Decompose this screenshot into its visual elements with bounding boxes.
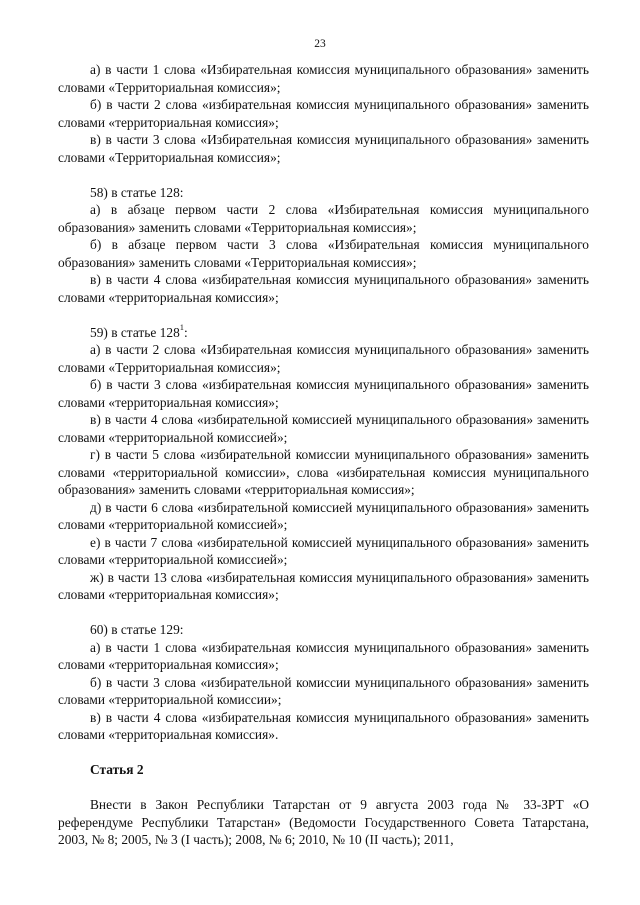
spacer — [58, 744, 589, 762]
article-2-text: Внести в Закон Республики Татарстан от 9 августа 2003 года № 33-ЗРТ «О референдуме Республики Татарстан» (Ведомости Государственного Совета Татарстана, 2003, № 8; 2005, № 3 (I часть); 2008, № 6; 2010, № 10 (II часть); 2011, — [58, 797, 589, 847]
paragraph-59c: в) в части 4 слова «избирательной комиссией муниципального образования» заменить словами «территориальной комиссией»; — [58, 412, 589, 445]
paragraph-60c: в) в части 4 слова «избирательная комиссия муниципального образования» заменить словами «территориальная комиссия». — [58, 709, 589, 742]
item-59-heading-text: 59) в статье 128 — [90, 324, 180, 340]
spacer — [58, 779, 589, 797]
page-number: 23 — [314, 38, 326, 50]
item-59-heading-colon: : — [184, 324, 188, 340]
item-60-heading: 60) в статье 129: — [90, 622, 184, 637]
item-59-heading-superscript: 1 — [179, 322, 185, 333]
article-2-heading: Статья 2 — [90, 762, 144, 777]
spacer — [58, 306, 589, 324]
paragraph-60b: б) в части 3 слова «избирательной комиссии муниципального образования» заменить словами «территориальной комиссии»; — [58, 674, 589, 707]
paragraph-59b: б) в части 3 слова «избирательная комиссия муниципального образования» заменить словами «территориальная комиссия»; — [58, 377, 589, 410]
paragraph-58b: б) в абзаце первом части 3 слова «Избирательная комиссия муниципального образования» заменить словами «Территориальная комиссия»; — [58, 237, 589, 270]
paragraph-59g: ж) в части 13 слова «избирательная комиссия муниципального образования» заменить словами «территориальная комиссия»; — [58, 569, 589, 602]
paragraph-57c: в) в части 3 слова «Избирательная комиссия муниципального образования» заменить словами «Территориальная комиссия»; — [58, 132, 589, 165]
paragraph-57a: а) в части 1 слова «Избирательная комиссия муниципального образования» заменить словами «Территориальная комиссия»; — [58, 62, 589, 95]
item-58-heading: 58) в статье 128: — [90, 184, 184, 200]
document-body — [58, 61, 589, 849]
spacer — [58, 604, 589, 622]
spacer — [58, 166, 589, 184]
item-59-heading — [58, 324, 589, 342]
paragraph-57b: б) в части 2 слова «избирательная комиссия муниципального образования» заменить словами «территориальная комиссия»; — [58, 97, 589, 130]
paragraph-59d: г) в части 5 слова «избирательной комиссии муниципального образования» заменить словами «территориальной комиссии», слова «избирательная комиссия муниципального образования» заменить словами «территориальная комиссия»; — [58, 447, 589, 497]
paragraph-59f: е) в части 7 слова «избирательной комиссией муниципального образования» заменить словами «территориальной комиссией»; — [58, 534, 589, 567]
paragraph-58a: а) в абзаце первом части 2 слова «Избирательная комиссия муниципального образования» заменить словами «Территориальная комиссия»; — [58, 202, 589, 235]
paragraph-58c: в) в части 4 слова «избирательная комиссия муниципального образования» заменить словами «территориальная комиссия»; — [58, 272, 589, 305]
paragraph-59e: д) в части 6 слова «избирательной комиссией муниципального образования» заменить словами «территориальной комиссией»; — [58, 499, 589, 532]
paragraph-59a: а) в части 2 слова «Избирательная комиссия муниципального образования» заменить словами «Территориальная комиссия»; — [58, 342, 589, 375]
paragraph-60a: а) в части 1 слова «избирательная комиссия муниципального образования» заменить словами «территориальная комиссия»; — [58, 639, 589, 672]
